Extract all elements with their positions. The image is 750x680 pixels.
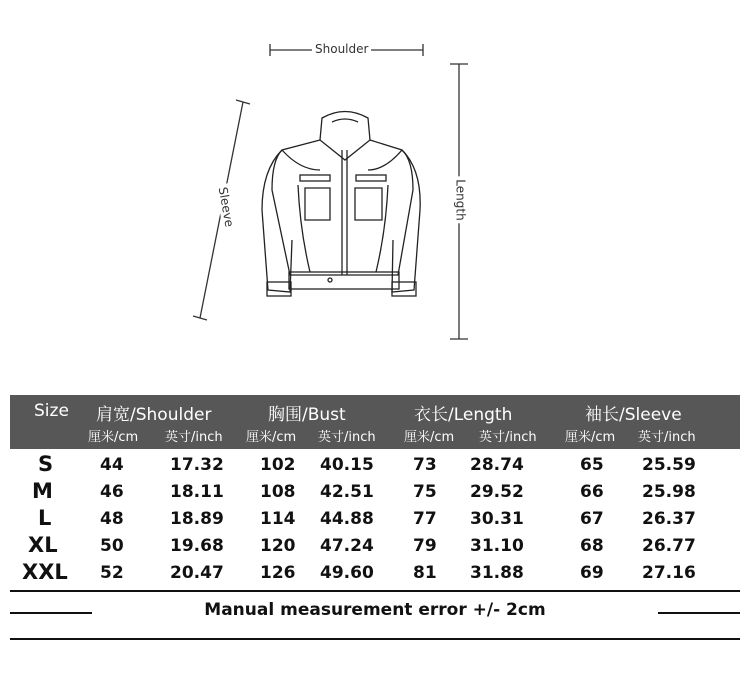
shoulder-inch-cell: 20.47 bbox=[170, 563, 224, 583]
shoulder-label: Shoulder bbox=[312, 42, 371, 56]
table-header bbox=[10, 395, 740, 449]
shoulder-inch-cell: 18.89 bbox=[170, 509, 224, 529]
unit-bust-inch: 英寸/inch bbox=[318, 430, 376, 445]
length-cm-cell: 81 bbox=[413, 563, 437, 583]
length-inch-cell: 31.88 bbox=[470, 563, 524, 583]
length-inch-cell: 29.52 bbox=[470, 482, 524, 502]
divider bbox=[10, 638, 740, 640]
header-bust: 胸围/Bust bbox=[268, 405, 346, 425]
length-cm-cell: 79 bbox=[413, 536, 437, 556]
size-cell: S bbox=[38, 452, 54, 476]
unit-sleeve-inch: 英寸/inch bbox=[638, 430, 696, 445]
table-row bbox=[10, 560, 740, 588]
table-row bbox=[10, 533, 740, 561]
length-label: Length bbox=[454, 176, 468, 223]
length-cm-cell: 75 bbox=[413, 482, 437, 502]
unit-length-cm: 厘米/cm bbox=[404, 430, 455, 445]
shoulder-inch-cell: 17.32 bbox=[170, 455, 224, 475]
measurement-note: Manual measurement error +/- 2cm bbox=[204, 600, 546, 620]
length-inch-cell: 30.31 bbox=[470, 509, 524, 529]
length-cm-cell: 77 bbox=[413, 509, 437, 529]
sleeve-inch-cell: 25.98 bbox=[642, 482, 696, 502]
length-cm-cell: 73 bbox=[413, 455, 437, 475]
bust-inch-cell: 42.51 bbox=[320, 482, 374, 502]
unit-shoulder-cm: 厘米/cm bbox=[88, 430, 139, 445]
bust-cm-cell: 108 bbox=[260, 482, 296, 502]
shoulder-cm-cell: 52 bbox=[100, 563, 124, 583]
sleeve-cm-cell: 68 bbox=[580, 536, 604, 556]
sleeve-cm-cell: 67 bbox=[580, 509, 604, 529]
bust-cm-cell: 126 bbox=[260, 563, 296, 583]
shoulder-cm-cell: 50 bbox=[100, 536, 124, 556]
sleeve-inch-cell: 25.59 bbox=[642, 455, 696, 475]
sleeve-cm-cell: 65 bbox=[580, 455, 604, 475]
unit-shoulder-inch: 英寸/inch bbox=[165, 430, 223, 445]
unit-sleeve-cm: 厘米/cm bbox=[565, 430, 616, 445]
bust-inch-cell: 47.24 bbox=[320, 536, 374, 556]
bust-inch-cell: 49.60 bbox=[320, 563, 374, 583]
length-inch-cell: 28.74 bbox=[470, 455, 524, 475]
bust-cm-cell: 102 bbox=[260, 455, 296, 475]
sleeve-inch-cell: 26.77 bbox=[642, 536, 696, 556]
shoulder-inch-cell: 18.11 bbox=[170, 482, 224, 502]
shoulder-inch-cell: 19.68 bbox=[170, 536, 224, 556]
header-sleeve: 袖长/Sleeve bbox=[585, 405, 682, 425]
sleeve-cm-cell: 69 bbox=[580, 563, 604, 583]
unit-length-inch: 英寸/inch bbox=[479, 430, 537, 445]
shoulder-cm-cell: 44 bbox=[100, 455, 124, 475]
bust-inch-cell: 44.88 bbox=[320, 509, 374, 529]
shoulder-cm-cell: 48 bbox=[100, 509, 124, 529]
divider bbox=[658, 612, 740, 614]
size-cell: L bbox=[38, 506, 52, 530]
header-size: Size bbox=[34, 401, 69, 421]
sleeve-inch-cell: 27.16 bbox=[642, 563, 696, 583]
header-length: 衣长/Length bbox=[414, 405, 513, 425]
sleeve-label: Sleeve bbox=[215, 183, 237, 231]
sleeve-inch-cell: 26.37 bbox=[642, 509, 696, 529]
size-table bbox=[10, 395, 740, 620]
size-cell: XL bbox=[28, 533, 58, 557]
bust-cm-cell: 114 bbox=[260, 509, 296, 529]
size-cell: M bbox=[32, 479, 53, 503]
table-row bbox=[10, 452, 740, 480]
table-row bbox=[10, 506, 740, 534]
bust-cm-cell: 120 bbox=[260, 536, 296, 556]
length-inch-cell: 31.10 bbox=[470, 536, 524, 556]
sleeve-cm-cell: 66 bbox=[580, 482, 604, 502]
header-shoulder: 肩宽/Shoulder bbox=[96, 405, 212, 425]
unit-bust-cm: 厘米/cm bbox=[246, 430, 297, 445]
table-row bbox=[10, 479, 740, 507]
size-cell: XXL bbox=[22, 560, 68, 584]
divider bbox=[10, 590, 740, 592]
shoulder-cm-cell: 46 bbox=[100, 482, 124, 502]
bust-inch-cell: 40.15 bbox=[320, 455, 374, 475]
